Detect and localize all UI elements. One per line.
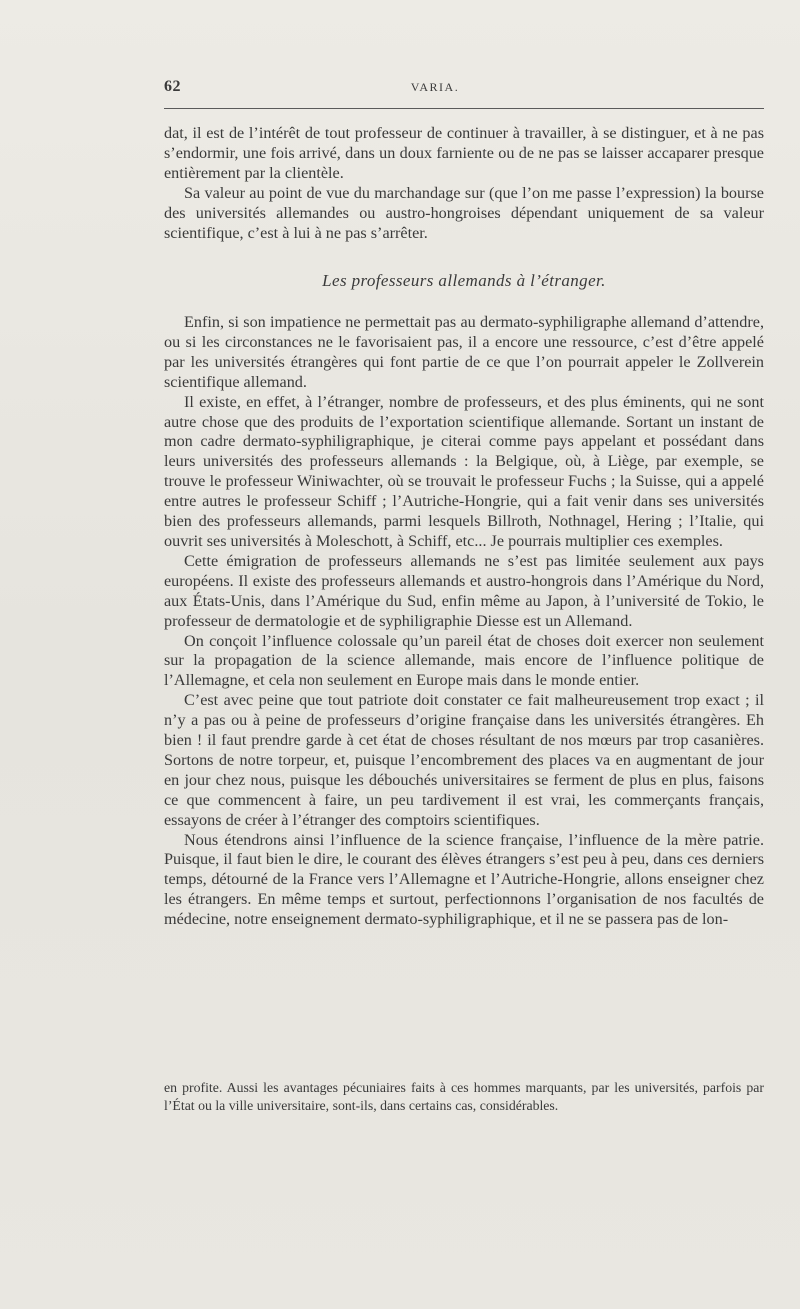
section-heading: Les professeurs allemands à l’étranger.	[322, 271, 606, 290]
footnote	[164, 1079, 764, 1114]
section-paragraph-3: Cette émigration de professeurs allemands ne s’est pas limitée seulement aux pays européens. Il existe des professeurs allemands et austro-hongrois dans l’Amérique du Nord, aux États-Unis, dans l’Amérique du Sud, enfin même au Japon, à l’université de Tokio, le professeur de dermatologie et de syphiligraphie Diesse est un Allemand.	[164, 551, 764, 630]
footnote-text: en profite. Aussi les avantages pécuniaires faits à ces hommes marquants, par les universités, parfois par l’État ou la ville universitaire, sont-ils, dans certains cas, considérables.	[164, 1080, 764, 1113]
intro-text	[164, 124, 764, 243]
header-rule	[164, 108, 764, 109]
page-number: 62	[164, 78, 181, 95]
section-paragraph-5: C’est avec peine que tout patriote doit constater ce fait malheureusement trop exact ; il n’y a pas ou à peine de professeurs d’origine française dans les universités étrangères. Eh bien ! il faut prendre garde à cet état de choses résultant de nos mœurs par trop casanières. Sortons de notre torpeur, et, puisque l’encombrement des places va en augmentant de jour en jour chez nous, puisque les débouchés universitaires se ferment de plus en plus, faisons ce que commencent à faire, un peu tardivement il est vrai, les commerçants français, essayons de créer à l’étranger des comptoirs scientifiques.	[164, 691, 764, 829]
section-body	[164, 313, 764, 930]
intro-paragraph-1: dat, il est de l’intérêt de tout professeur de continuer à travailler, à se distinguer, et à ne pas s’endormir, une fois arrivé, dans un doux farniente ou de ne pas se laisser accaparer presque entièrement par la clientèle.	[164, 124, 764, 182]
running-head: VARIA.	[410, 80, 460, 94]
intro-paragraph-2: Sa valeur au point de vue du marchandage sur (que l’on me passe l’expression) la bourse des universités allemandes ou austro-hongroises dépendant uniquement de sa valeur scientifique, c’est à lui à ne pas s’arrêter.	[164, 183, 764, 242]
section-paragraph-6: Nous étendrons ainsi l’influence de la science française, l’influence de la mère patrie. Puisque, il faut bien le dire, le courant des élèves étrangers s’est peu à peu, dans ces derniers temps, détourné de la France vers l’Allemagne et l’Autriche-Hongrie, allons enseigner chez les étrangers. En même temps et surtout, perfectionnons l’organisation de nos facultés de médecine, notre enseignement dermato-syphiligraphique, et il ne se passera pas de lon-	[164, 830, 764, 929]
section-paragraph-4: On conçoit l’influence colossale qu’un pareil état de choses doit exercer non seulement sur la propagation de la science allemande, mais encore de l’influence politique de l’Allemagne, et cela non seulement en Europe mais dans le monde entier.	[164, 631, 764, 690]
section-paragraph-1: Enfin, si son impatience ne permettait pas au dermato-syphiligraphe allemand d’attendre, ou si les circonstances ne le favorisaient pas, il a encore une ressource, c’est d’être appelé par les universités étrangères qui font partie de ce que l’on pourrait appeler le Zollverein scientifique allemand.	[164, 313, 764, 391]
section-paragraph-2: Il existe, en effet, à l’étranger, nombre de professeurs, et des plus éminents, qui ne sont autre chose que des produits de l’exportation scientifique allemande. Sortant un instant de mon cadre dermato-syphiligraphique, je citerai comme pays appelant et possédant dans leurs universités des professeurs allemands : la Belgique, où, à Liège, par exemple, se trouve le professeur Winiwachter, où se trouvait le professeur Fuchs ; la Suisse, qui a appelé entre autres le professeur Schiff ; l’Autriche-Hongrie, qui a fait venir dans ses universités bien des professeurs allemands, parmi lesquels Billroth, Nothnagel, Hering ; l’Italie, qui ouvrit ses universités à Moleschott, à Schiff, etc... Je pourrais multiplier ces exemples.	[164, 392, 764, 550]
